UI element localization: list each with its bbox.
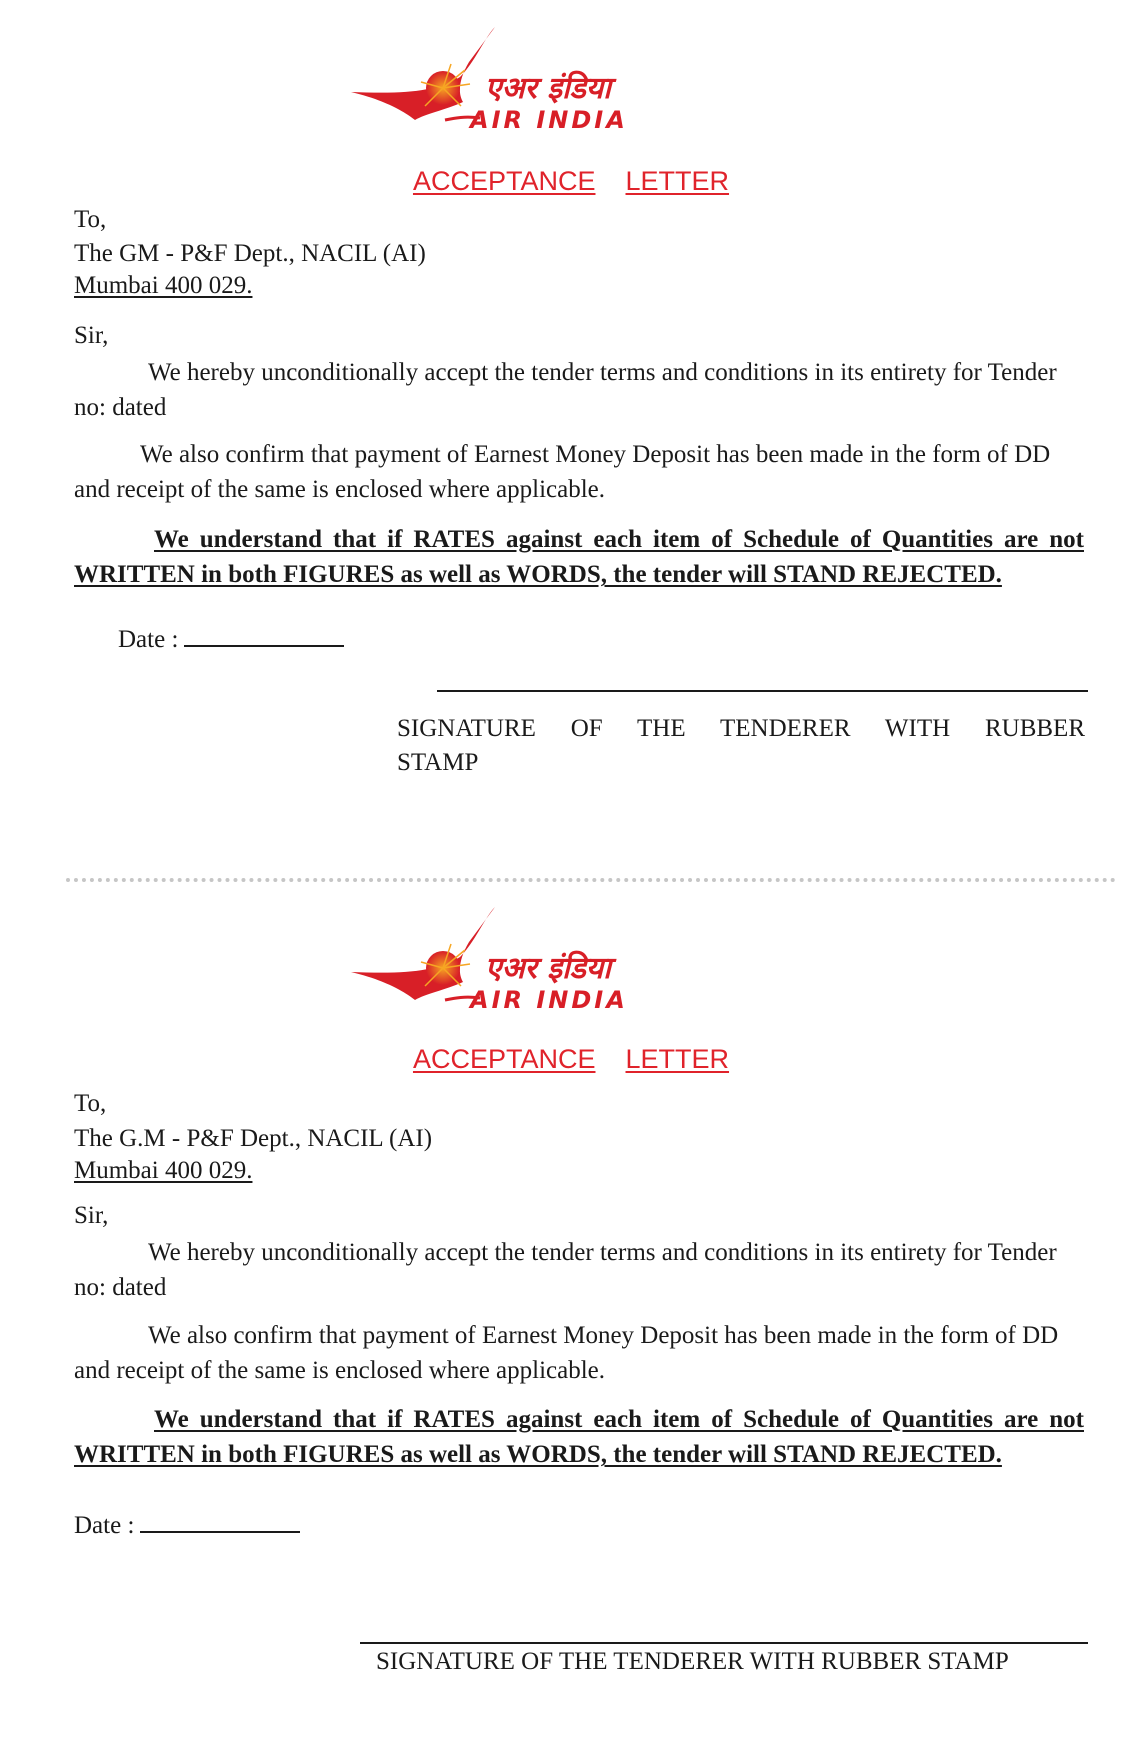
salutation: Sir, (74, 1202, 109, 1229)
signature-rule (437, 690, 1088, 692)
date-blank (140, 1513, 300, 1533)
rejection-warning-paragraph: We understand that if RATES against each item of Schedule of Quantities are not WRITTEN in both FIGURES as well as WORDS, the tender will STAND REJECTED. (74, 1406, 1084, 1468)
city-line: Mumbai 400 029. (74, 1157, 253, 1184)
heading-word-letter: LETTER (625, 1044, 730, 1074)
signature-caption-line-1: SIGNATURE OF THE TENDERER WITH RUBBER (397, 715, 1085, 742)
letter-heading (0, 166, 1142, 197)
date-field (118, 626, 344, 654)
date-field (74, 1512, 300, 1540)
to-line: To, (74, 1090, 107, 1117)
brand-english: AIR INDIA (470, 986, 628, 1014)
letter-heading (0, 1044, 1142, 1075)
signature-caption-line-2: STAMP (397, 749, 479, 776)
date-label: Date : (74, 1512, 135, 1539)
emd-paragraph: We also confirm that payment of Earnest Money Deposit has been made in the form of DD and receipt of the same is enclosed where applicable. (74, 441, 1051, 503)
brand-hindi: एअर इंडिया (485, 71, 611, 106)
date-label: Date : (118, 626, 179, 653)
rejection-warning-paragraph: We understand that if RATES against each item of Schedule of Quantities are not WRITTEN in both FIGURES as well as WORDS, the tender will STAND REJECTED. (74, 526, 1084, 588)
air-india-logo (345, 902, 745, 1022)
air-india-logo (345, 22, 745, 142)
city-line: Mumbai 400 029. (74, 272, 253, 299)
date-blank (184, 627, 344, 647)
recipient-line: The G.M - P&F Dept., NACIL (AI) (74, 1125, 433, 1152)
heading-word-letter: LETTER (625, 166, 730, 196)
to-line: To, (74, 206, 107, 233)
heading-word-acceptance: ACCEPTANCE (412, 1044, 596, 1074)
brand-hindi: एअर इंडिया (485, 951, 611, 986)
brand-english: AIR INDIA (470, 106, 628, 134)
acceptance-paragraph: We hereby unconditionally accept the tender terms and conditions in its entirety for Tender no: dated (74, 359, 1057, 421)
signature-caption: SIGNATURE OF THE TENDERER WITH RUBBER STAMP (376, 1648, 1009, 1675)
emd-paragraph: We also confirm that payment of Earnest Money Deposit has been made in the form of DD and receipt of the same is enclosed where applicable. (74, 1322, 1059, 1384)
signature-rule (360, 1642, 1088, 1644)
salutation: Sir, (74, 322, 109, 349)
recipient-line: The GM - P&F Dept., NACIL (AI) (74, 240, 426, 267)
acceptance-paragraph: We hereby unconditionally accept the tender terms and conditions in its entirety for Tender no: dated (74, 1239, 1057, 1301)
heading-word-acceptance: ACCEPTANCE (412, 166, 596, 196)
acceptance-letter-2 (0, 880, 1142, 1743)
